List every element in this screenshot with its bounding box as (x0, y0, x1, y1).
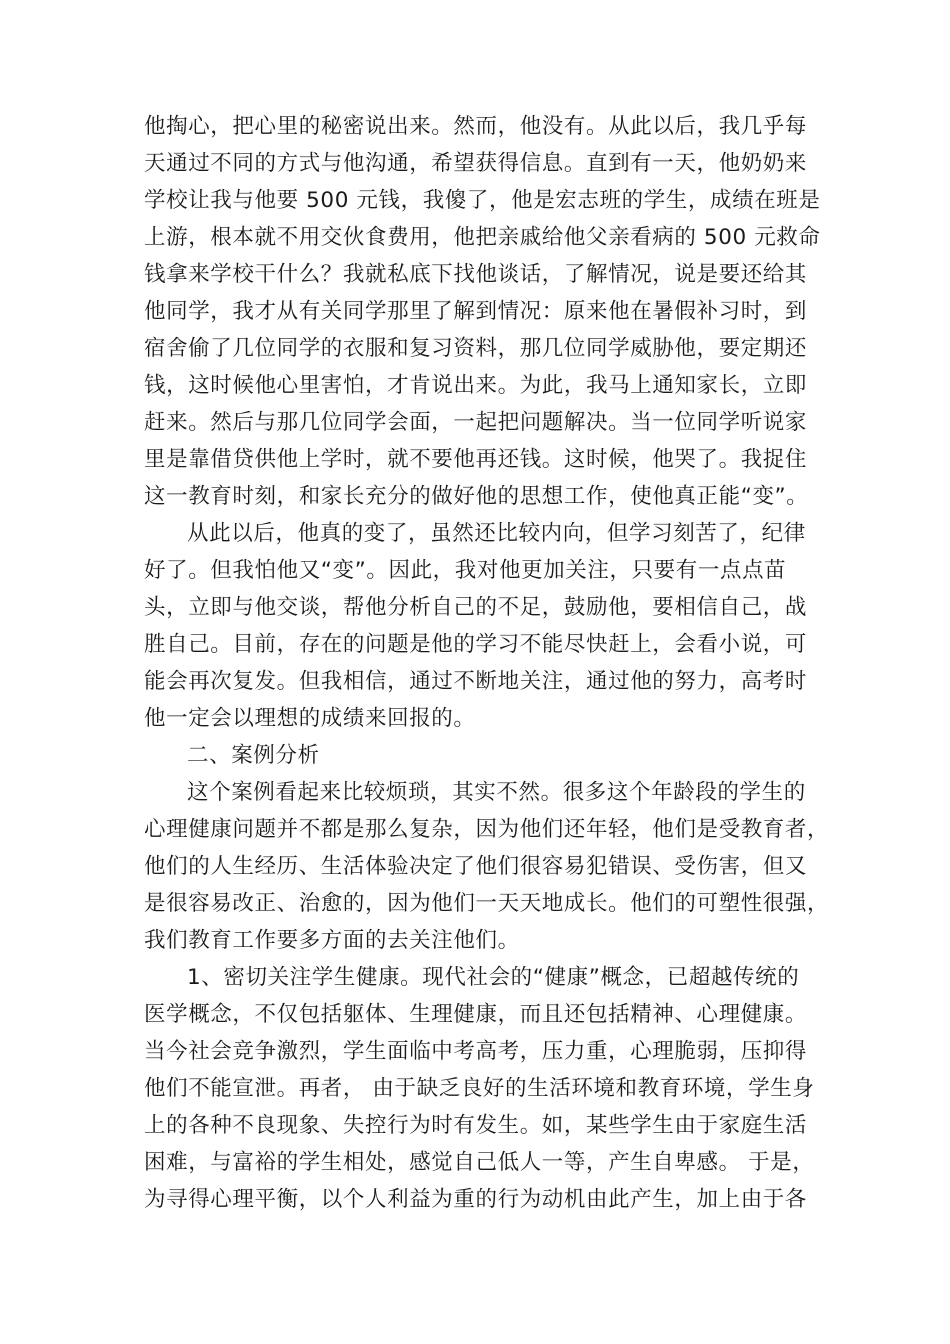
text-line: 胜自己。目前，存在的问题是他的学习不能尽快赶上，会看小说，可 (144, 632, 808, 657)
text-line: 我们教育工作要多方面的去关注他们。 (144, 928, 520, 953)
text-line: 上的各种不良现象、失控行为时有发生。如，某些学生由于家庭生活 (144, 1113, 808, 1138)
text-line: 这一教育时刻，和家长充分的做好他的思想工作，使他真正能“变”。 (144, 484, 809, 509)
text-line: 钱拿来学校干什么？我就私底下找他谈话，了解情况，说是要还给其 (144, 262, 808, 287)
text-line: 他们不能宣泄。再者， 由于缺乏良好的生活环境和教育环境，学生身 (144, 1076, 815, 1101)
text-line: 赶来。然后与那几位同学会面，一起把问题解决。当一位同学听说家 (144, 410, 808, 435)
text-line: 钱，这时候他心里害怕，才肯说出来。为此，我马上通知家长，立即 (144, 373, 808, 398)
document-body (144, 108, 834, 1218)
text-line: 为寻得心理平衡，以个人利益为重的行为动机由此产生，加上由于各 (144, 1187, 808, 1212)
section-heading: 二、案例分析 (187, 743, 320, 768)
text-line: 心理健康问题并不都是那么复杂，因为他们还年轻，他们是受教育者， (144, 817, 830, 842)
text-line: 上游，根本就不用交伙食费用，他把亲戚给他父亲看病的 500 元救命 (144, 225, 821, 250)
text-line: 里是靠借贷供他上学时，就不要他再还钱。这时候，他哭了。我捉住 (144, 447, 808, 472)
text-line: 是很容易改正、治愈的，因为他们一天天地成长。他们的可塑性很强， (144, 891, 830, 916)
text-line: 宿舍偷了几位同学的衣服和复习资料，那几位同学威胁他，要定期还 (144, 336, 808, 361)
text-line: 他们的人生经历、生活体验决定了他们很容易犯错误、受伤害，但又 (144, 854, 808, 879)
paragraph-start-line: 这个案例看起来比较烦琐，其实不然。很多这个年龄段的学生的 (187, 780, 806, 805)
paragraph-start-line: 从此以后，他真的变了，虽然还比较内向，但学习刻苦了，纪律 (187, 521, 806, 546)
text-line: 当今社会竞争激烈，学生面临中考高考，压力重，心理脆弱，压抑得 (144, 1039, 808, 1064)
text-line: 学校让我与他要 500 元钱，我傻了，他是宏志班的学生，成绩在班是 (144, 188, 821, 213)
text-line: 他同学，我才从有关同学那里了解到情况：原来他在暑假补习时，到 (144, 299, 808, 324)
paragraph-start-line: 1、密切关注学生健康。现代社会的“健康”概念，已超越传统的 (187, 965, 800, 990)
text-line: 医学概念，不仅包括躯体、生理健康，而且还包括精神、心理健康。 (144, 1002, 808, 1027)
text-line: 头，立即与他交谈，帮他分析自己的不足，鼓励他，要相信自己，战 (144, 595, 808, 620)
text-line: 他一定会以理想的成绩来回报的。 (144, 706, 476, 731)
text-line: 困难，与富裕的学生相处，感觉自己低人一等，产生自卑感。 于是， (144, 1150, 815, 1175)
text-line: 好了。但我怕他又“变”。因此，我对他更加关注，只要有一点点苗 (144, 558, 787, 583)
text-line: 能会再次复发。但我相信，通过不断地关注，通过他的努力，高考时 (144, 669, 808, 694)
text-line: 天通过不同的方式与他沟通，希望获得信息。直到有一天，他奶奶来 (144, 151, 808, 176)
text-line: 他掏心，把心里的秘密说出来。然而，他没有。从此以后，我几乎每 (144, 114, 808, 139)
